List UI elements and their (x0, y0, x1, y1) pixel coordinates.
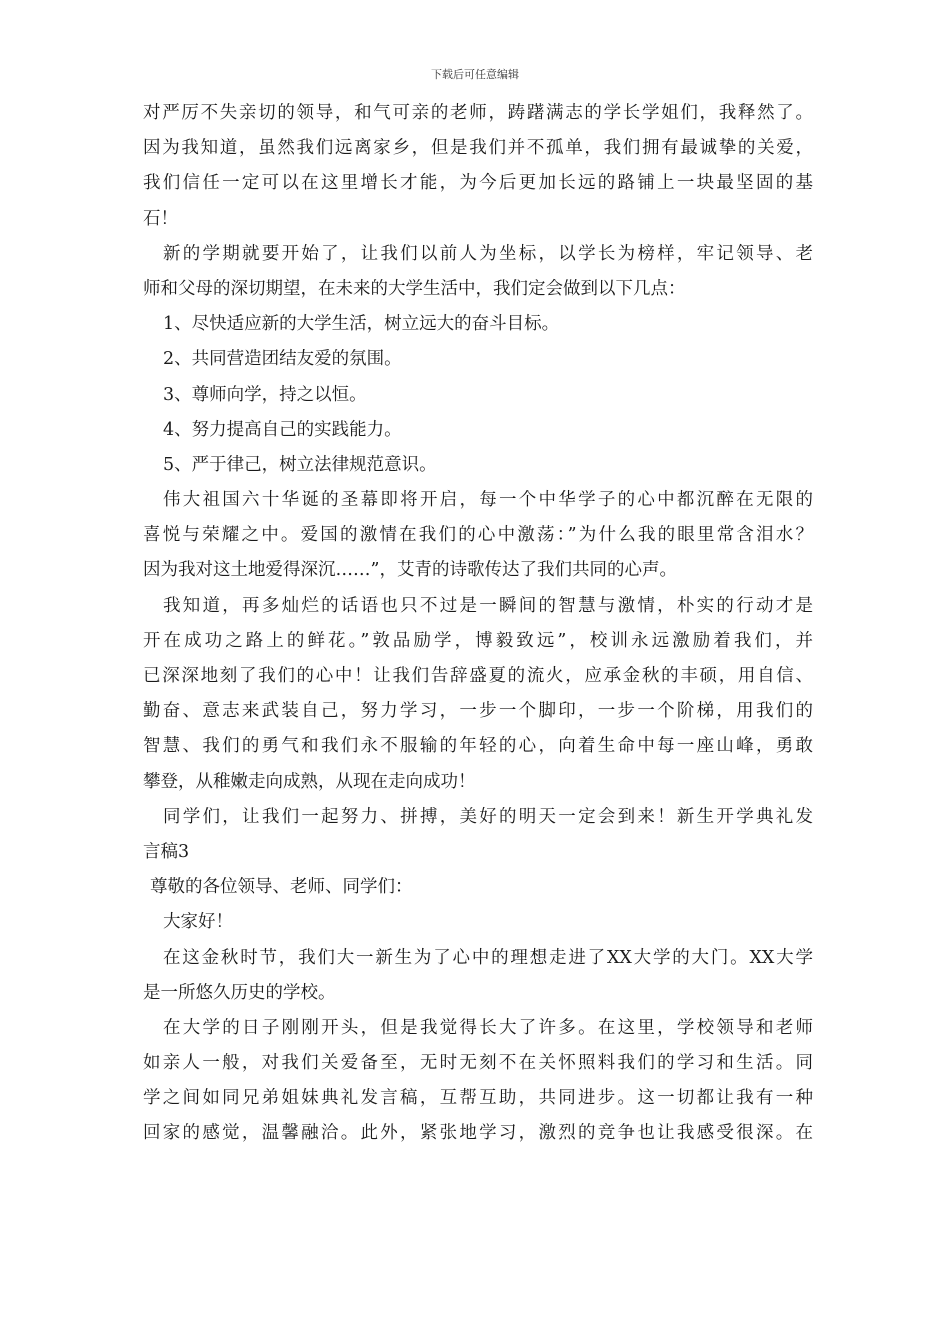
text-line: 在这金秋时节，我们大一新生为了心中的理想走进了XX大学的大门。XX大学 (163, 947, 813, 968)
document-body (143, 96, 813, 1152)
text-line: 同学们，让我们一起努力、拼搏，美好的明天一定会到来！新生开学典礼发 (163, 806, 813, 827)
list-item: 2、共同营造团结友爱的氛围。 (163, 349, 402, 370)
text-line: 勤奋、意志来武装自己，努力学习，一步一个脚印，一步一个阶梯，用我们的 (143, 701, 813, 722)
text-line: 在大学的日子刚刚开头，但是我觉得长大了许多。在这里，学校领导和老师 (163, 1017, 813, 1038)
text-line: 开在成功之路上的鲜花。”敦品励学，博毅致远”，校训永远激励着我们，并 (143, 630, 813, 651)
greeting: 大家好！ (163, 912, 233, 933)
text-line: 言稿3 (143, 841, 190, 862)
text-line: 已深深地刻了我们的心中！让我们告辞盛夏的流火，应承金秋的丰硕，用自信、 (143, 666, 813, 686)
text-line: 是一所悠久历史的学校。 (143, 982, 336, 1003)
page-header: 下载后可任意编辑 (431, 68, 519, 81)
text-line: 伟大祖国六十华诞的圣幕即将开启，每一个中华学子的心中都沉醉在无限的 (163, 490, 813, 511)
text-line: 因为我知道，虽然我们远离家乡，但是我们并不孤单，我们拥有最诚挚的关爱， (143, 138, 813, 159)
list-item: 5、严于律己，树立法律规范意识。 (163, 454, 437, 475)
text-line: 智慧、我们的勇气和我们永不服输的年轻的心，向着生命中每一座山峰，勇敢 (143, 736, 813, 757)
text-line: 对严厉不失亲切的领导，和气可亲的老师，踌躇满志的学长学姐们，我释然了。 (143, 103, 813, 123)
list-item: 4、努力提高自己的实践能力。 (163, 419, 402, 440)
text-line: 石！ (143, 208, 178, 229)
text-line: 攀登，从稚嫩走向成熟，从现在走向成功！ (143, 771, 476, 792)
text-line: 喜悦与荣耀之中。爱国的激情在我们的心中激荡：”为什么我的眼里常含泪水？ (143, 525, 813, 546)
salutation: 尊敬的各位领导、老师、同学们： (150, 877, 413, 898)
text-line: 我们信任一定可以在这里增长才能，为今后更加长远的路铺上一块最坚固的基 (143, 173, 813, 194)
list-item: 1、尽快适应新的大学生活，树立远大的奋斗目标。 (163, 314, 560, 335)
text-line: 如亲人一般，对我们关爱备至，无时无刻不在关怀照料我们的学习和生活。同 (143, 1053, 813, 1074)
text-line: 学之间如同兄弟姐妹典礼发言稿，互帮互助，共同进步。这一切都让我有一种 (143, 1088, 813, 1109)
text-line: 师和父母的深切期望，在未来的大学生活中，我们定会做到以下几点： (143, 278, 686, 299)
list-item: 3、尊师向学，持之以恒。 (163, 384, 367, 405)
text-line: 回家的感觉，温馨融洽。此外，紧张地学习，激烈的竞争也让我感受很深。在 (143, 1123, 813, 1144)
text-line: 我知道，再多灿烂的话语也只不过是一瞬间的智慧与激情，朴实的行动才是 (163, 595, 813, 616)
text-line: 因为我对这土地爱得深沉……”，艾青的诗歌传达了我们共同的心声。 (143, 560, 677, 581)
text-line: 新的学期就要开始了，让我们以前人为坐标，以学长为榜样，牢记领导、老 (163, 243, 813, 264)
